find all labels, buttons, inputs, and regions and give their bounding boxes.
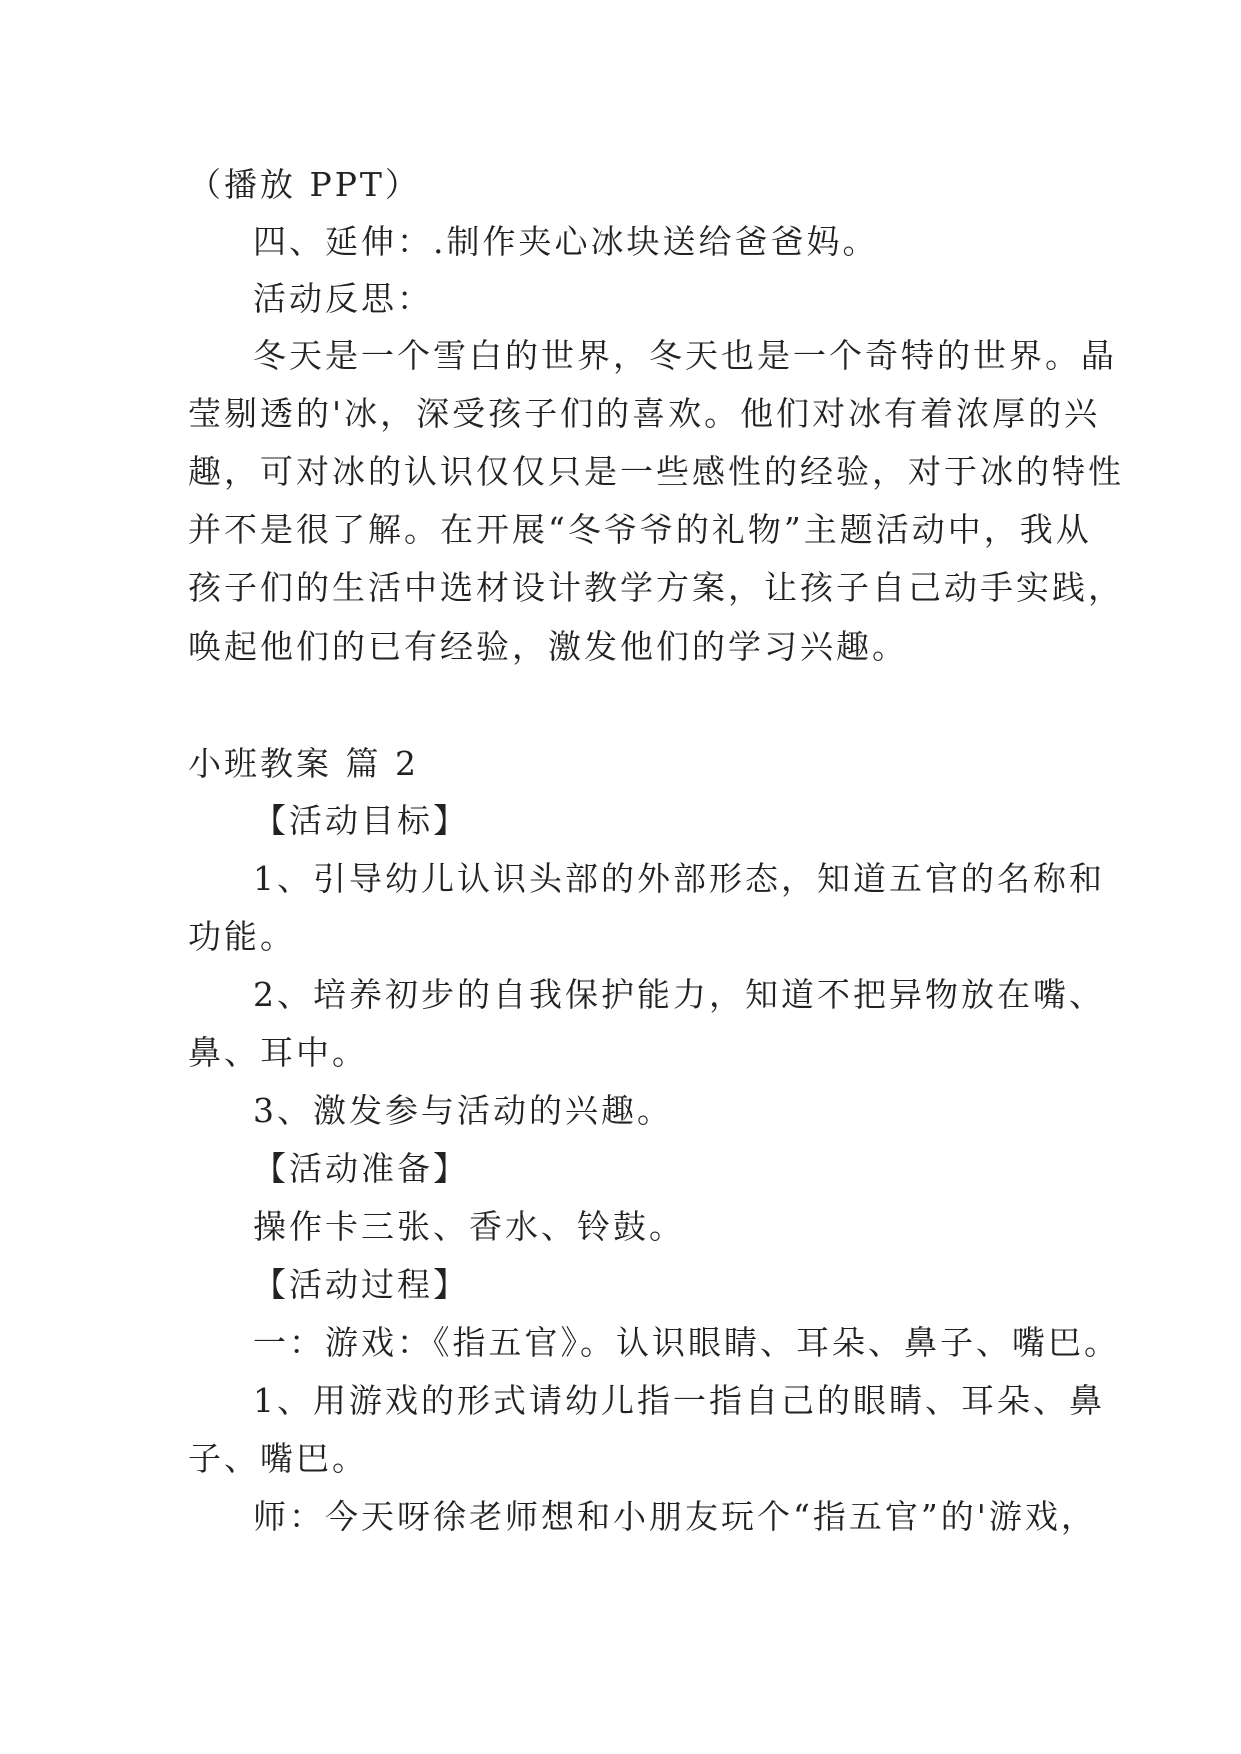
- subheading: 【活动准备】: [253, 1149, 469, 1188]
- paragraph-line: 3、激发参与活动的兴趣。: [253, 1091, 673, 1130]
- paragraph-line: 子、嘴巴。: [188, 1439, 368, 1478]
- text-line: 活动反思：: [253, 279, 433, 318]
- paragraph-line: 莹剔透的'冰，深受孩子们的喜欢。他们对冰有着浓厚的兴: [188, 394, 1101, 433]
- text-line: 四、延伸：.制作夹心冰块送给爸爸妈。: [253, 222, 879, 261]
- paragraph-line: 功能。: [188, 917, 296, 956]
- paragraph-line: 冬天是一个雪白的世界，冬天也是一个奇特的世界。晶: [253, 336, 1117, 375]
- text-line: （播放 PPT）: [188, 165, 421, 204]
- paragraph-line: 并不是很了解。在开展“冬爷爷的礼物”主题活动中，我从: [188, 510, 1092, 549]
- paragraph-line: 鼻、耳中。: [188, 1033, 368, 1072]
- paragraph-line: 2、培养初步的自我保护能力，知道不把异物放在嘴、: [253, 975, 1105, 1014]
- paragraph-line: 一：游戏：《指五官》。认识眼睛、耳朵、鼻子、嘴巴。: [253, 1323, 1120, 1362]
- paragraph-line: 孩子们的生活中选材设计教学方案，让孩子自己动手实践，: [188, 568, 1124, 607]
- paragraph-line: 师：今天呀徐老师想和小朋友玩个“指五官”的'游戏，: [253, 1497, 1097, 1536]
- paragraph-line: 趣，可对冰的认识仅仅只是一些感性的经验，对于冰的特性: [188, 452, 1124, 491]
- subheading: 【活动过程】: [253, 1265, 469, 1304]
- paragraph-line: 唤起他们的已有经验，激发他们的学习兴趣。: [188, 627, 908, 666]
- section-heading: 小班教案 篇 2: [188, 744, 419, 783]
- subheading: 【活动目标】: [253, 801, 469, 840]
- paragraph-line: 操作卡三张、香水、铃鼓。: [253, 1207, 685, 1246]
- paragraph-line: 1、用游戏的形式请幼儿指一指自己的眼睛、耳朵、鼻: [253, 1381, 1105, 1420]
- paragraph-line: 1、引导幼儿认识头部的外部形态，知道五官的名称和: [253, 859, 1105, 898]
